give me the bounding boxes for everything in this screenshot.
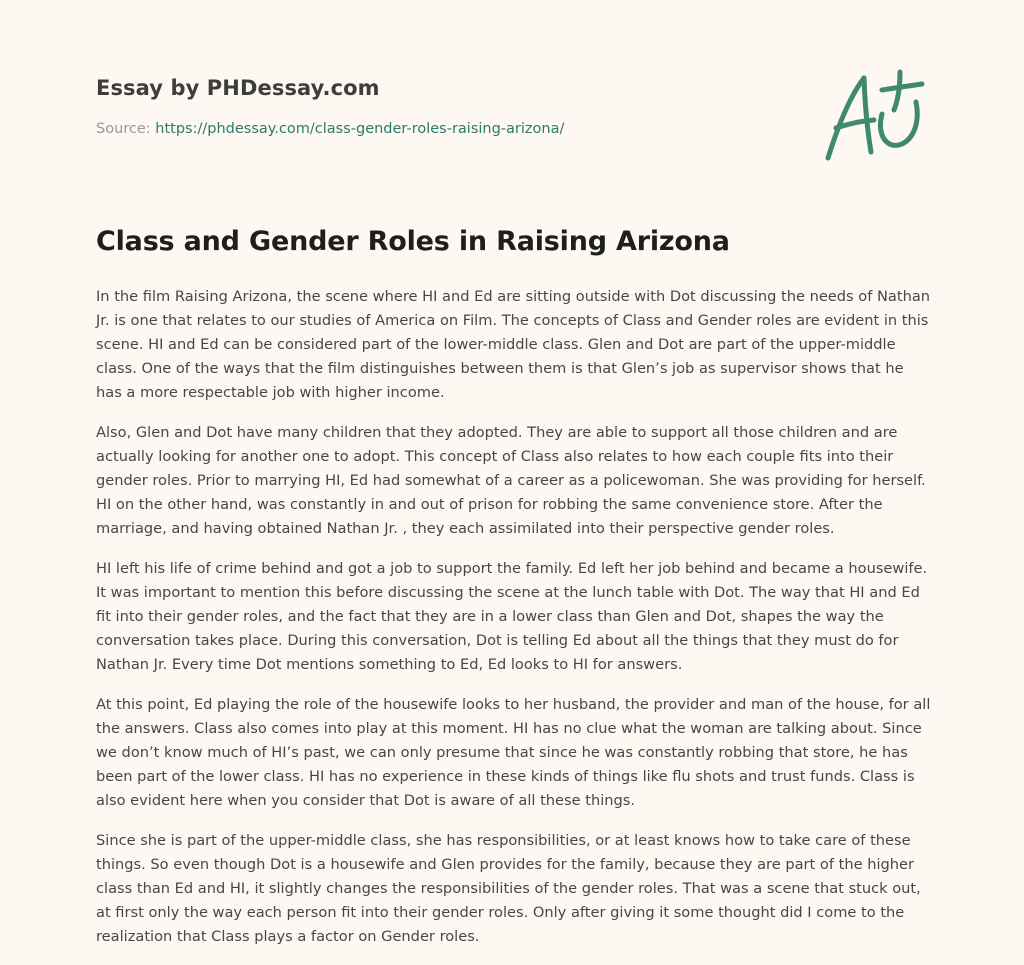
paragraph: Also, Glen and Dot have many children that they adopted. They are able to support all those children and are actually looking for another one to adopt. This concept of Class also relates to how each couple fits into their gender roles. Prior to marrying HI, Ed had somewhat of a career as a policewoman. She was providing for herself. HI on the other hand, was constantly in and out of prison for robbing the same convenience store. After the marriage, and having obtained Nathan Jr. , they each assimilated into their perspective gender roles. [96,424,926,537]
article-body [96,285,931,965]
source-link[interactable]: https://phdessay.com/class-gender-roles-raising-arizona/ [155,121,565,137]
paragraph: In the film Raising Arizona, the scene where HI and Ed are sitting outside with Dot discussing the needs of Nathan Jr. is one that relates to our studies of America on Film. The concepts of Class and Gender roles are evident in this scene. HI and Ed can be considered part of the lower-middle class. Glen and Dot are part of the upper-middle class. One of the ways that the film distinguishes between them is that Glen’s job as supervisor shows that he has a more respectable job with higher income. [96,288,931,401]
page-header [96,76,696,137]
paragraph: Since she is part of the upper-middle class, she has responsibilities, or at least knows how to take care of these things. So even though Dot is a housewife and Glen provides for the family, because they are part of the higher class than Ed and HI, it slightly changes the responsibilities of the gender roles. That was a scene that stuck out, at first only the way each person fit into their gender roles. Only after giving it some thought did I come to the realization that Class plays a factor on Gender roles. [96,832,921,945]
source-label: Source: [96,121,156,137]
source-line [96,121,696,137]
site-brand: Essay by PHDessay.com [96,76,380,100]
paragraph: At this point, Ed playing the role of the housewife looks to her husband, the provider and man of the house, for all the answers. Class also comes into play at this moment. HI has no clue what the woman are talking about. Since we don’t know much of HI’s past, we can only presume that since he was constantly robbing that store, he has been part of the lower class. HI has no experience in these kinds of things like flu shots and trust funds. Class is also evident here when you consider that Dot is aware of all these things. [96,696,931,809]
paragraph: HI left his life of crime behind and got a job to support the family. Ed left her job behind and became a housewife. It was important to mention this before discussing the scene at the lunch table with Dot. The way that HI and Ed fit into their gender roles, and the fact that they are in a lower class than Glen and Dot, shapes the way the conversation takes place. During this conversation, Dot is telling Ed about all the things that they must do for Nathan Jr. Every time Dot mentions something to Ed, Ed looks to HI for answers. [96,560,928,673]
article-title: Class and Gender Roles in Raising Arizona [96,226,730,257]
a-plus-logo-icon [818,66,928,166]
